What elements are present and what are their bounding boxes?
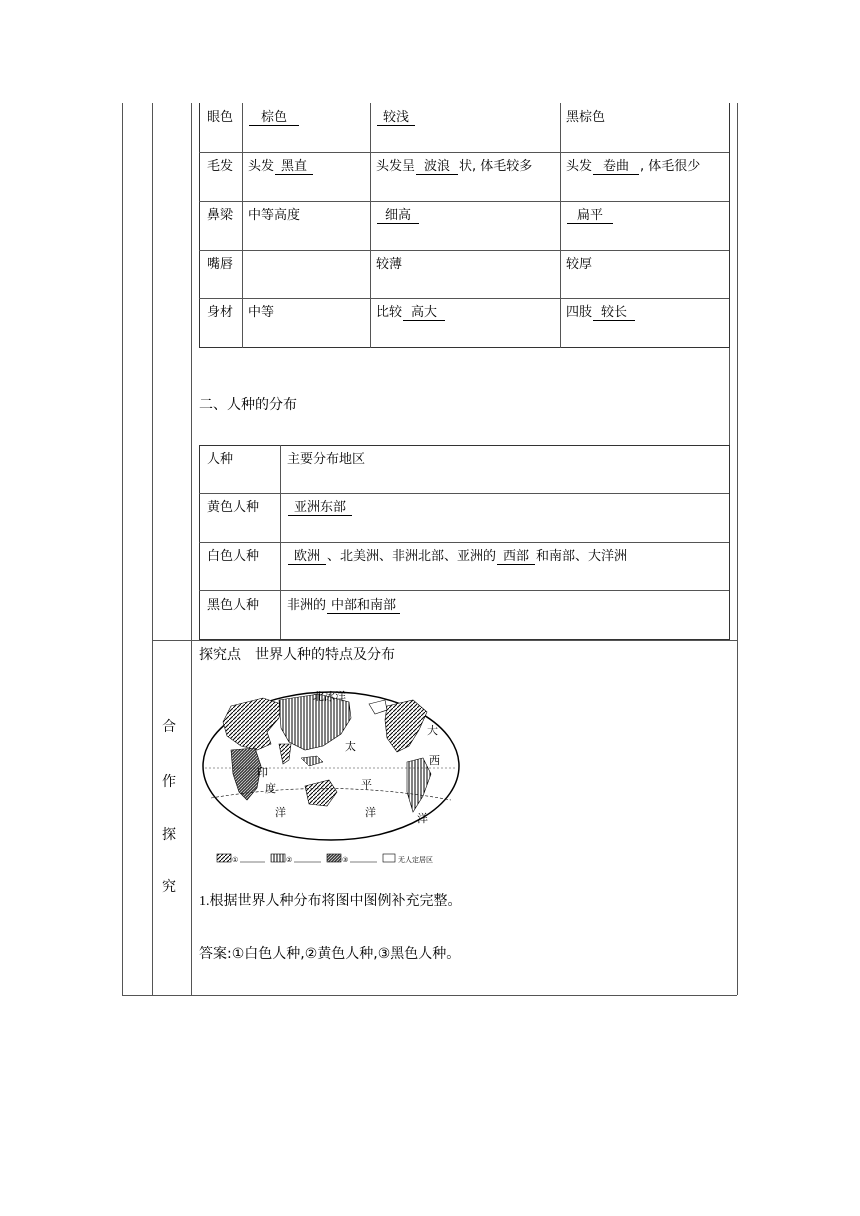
answer-blank: 西部 <box>497 550 535 565</box>
t2-row3 <box>199 590 729 591</box>
answer-blank: 亚洲东部 <box>288 501 352 516</box>
legend-swatch-4 <box>383 854 395 862</box>
t1-row1 <box>199 152 729 153</box>
question: 1.根据世界人种分布将图中图例补充完整。 <box>199 893 462 909</box>
answer-blank: 黑直 <box>275 160 313 175</box>
trait-cell: 比较 高大 <box>376 304 446 321</box>
frame-bottom <box>122 995 737 996</box>
trait-label-lips: 嘴唇 <box>207 257 234 272</box>
answer-blank: 扁平 <box>567 209 613 224</box>
traits-table <box>199 103 730 348</box>
trait-label-hair: 毛发 <box>207 159 234 174</box>
trait-cell: 中等 <box>248 305 275 320</box>
legend-swatch-1 <box>217 854 231 862</box>
side-label-char: 探 <box>162 827 176 843</box>
trait-cell: 头发 黑直 <box>248 158 314 175</box>
trait-cell: 中等高度 <box>248 208 301 223</box>
side-label-char: 究 <box>162 879 176 895</box>
trait-cell: 较薄 <box>376 257 403 272</box>
answer-blank: 欧洲 <box>288 550 326 565</box>
legend-swatch-2 <box>271 854 285 862</box>
legend-label-4: 无人定居区 <box>398 856 433 864</box>
t1-col-a <box>242 103 243 348</box>
label-arctic: 北冰洋 <box>313 691 346 703</box>
race-region <box>287 499 353 516</box>
trait-cell <box>566 207 614 224</box>
side-label-char: 作 <box>162 774 176 790</box>
label-indian-2: 度 <box>265 783 276 795</box>
answer-blank: 高大 <box>403 306 445 321</box>
answer-blank: 波浪 <box>416 160 458 175</box>
legend-swatch-3 <box>327 854 341 862</box>
trait-label-eye: 眼色 <box>207 110 234 125</box>
answer-blank: 中部和南部 <box>327 599 400 614</box>
race-name: 黄色人种 <box>207 500 260 515</box>
race-region: 非洲的 中部和南部 <box>287 597 401 614</box>
t1-col-c <box>560 103 561 348</box>
label-atlantic-2: 西 <box>429 755 440 767</box>
trait-cell <box>248 109 300 126</box>
side-label-char: 合 <box>162 719 176 735</box>
trait-cell <box>376 109 416 126</box>
trait-label-nose: 鼻梁 <box>207 208 234 223</box>
answer-blank: 卷曲 <box>593 160 639 175</box>
label-pacific-1: 太 <box>345 741 356 753</box>
t2-header-region: 主要分布地区 <box>287 452 366 467</box>
frame-col1 <box>152 103 153 995</box>
answer-blank: 较浅 <box>377 111 415 126</box>
answer-blank: 细高 <box>377 209 419 224</box>
legend-label-2: ② <box>286 856 293 864</box>
section-heading: 二、人种的分布 <box>199 397 297 413</box>
race-region: 欧洲 、北美洲、非洲北部、亚洲的 西部 和南部、大洋洲 <box>287 548 627 565</box>
t2-row1 <box>199 493 729 494</box>
trait-cell: 头发 卷曲 , 体毛很少 <box>566 159 701 174</box>
t1-row3 <box>199 250 729 251</box>
answer: 答案:①白色人种,②黄色人种,③黑色人种。 <box>199 946 461 962</box>
t2-row2 <box>199 542 729 543</box>
label-atlantic-1: 大 <box>427 725 438 737</box>
label-indian-3: 洋 <box>275 807 286 819</box>
frame-left <box>122 103 123 995</box>
trait-cell: 头发呈 波浪 状, 体毛较多 <box>376 159 533 174</box>
label-pacific-2: 平 <box>361 779 372 791</box>
race-name: 白色人种 <box>207 549 260 564</box>
race-name: 黑色人种 <box>207 598 260 613</box>
trait-cell: 四肢 较长 <box>566 304 636 321</box>
frame-col2 <box>191 103 192 995</box>
t2-header-race: 人种 <box>207 452 234 467</box>
trait-cell: 较厚 <box>566 257 593 272</box>
label-atlantic-3: 洋 <box>417 813 428 825</box>
t1-col-b <box>370 103 371 348</box>
legend-label-1: ① <box>232 856 239 864</box>
answer-blank: 棕色 <box>249 111 299 126</box>
frame-mid <box>152 640 737 641</box>
label-indian-1: 印 <box>257 767 268 779</box>
answer-blank: 较长 <box>593 306 635 321</box>
label-pacific-3: 洋 <box>365 807 376 819</box>
world-race-map <box>201 688 461 868</box>
legend-label-3: ③ <box>342 856 349 864</box>
frame-right <box>737 103 738 995</box>
trait-cell: 黑棕色 <box>566 110 606 125</box>
inquiry-title: 探究点 世界人种的特点及分布 <box>199 647 395 663</box>
trait-label-body: 身材 <box>207 305 234 320</box>
t1-row4 <box>199 298 729 299</box>
trait-cell <box>376 207 420 224</box>
t1-row2 <box>199 201 729 202</box>
